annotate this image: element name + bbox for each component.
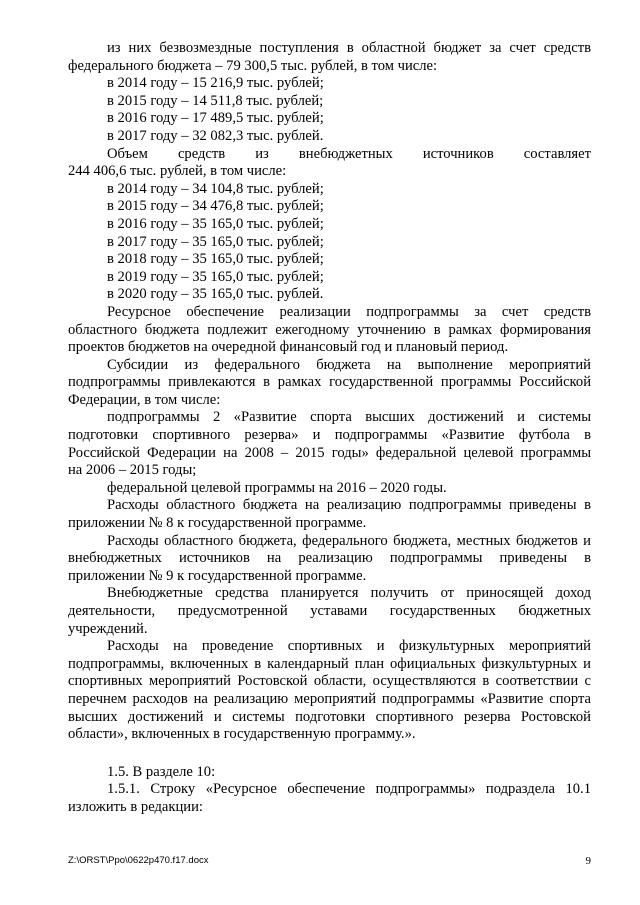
- text-line: изложить в редакции:: [68, 798, 203, 815]
- text-line: в 2015 году – 14 511,8 тыс. рублей;: [107, 92, 324, 109]
- text-line: в 2015 году – 34 476,8 тыс. рублей;: [107, 198, 324, 215]
- text-line: Федерации, в том числе:: [68, 391, 221, 408]
- text-line: проектов бюджетов на очередной финансовый год и плановый период.: [68, 339, 509, 356]
- text-line: подпрограммы 2 «Развитие спорта высших достижений и системы: [107, 409, 591, 426]
- text-line: Расходы на проведение спортивных и физкультурных мероприятий: [107, 638, 591, 655]
- text-line: области», включенных в государственную программу.».: [68, 726, 416, 743]
- text-line: в 2014 году – 34 104,8 тыс. рублей;: [107, 180, 324, 197]
- text-line: Субсидии из федерального бюджета на выполнение мероприятий: [107, 356, 591, 373]
- text-line: Российской Федерации на 2008 – 2015 годы» федеральной целевой программы: [68, 444, 591, 461]
- text-line: Расходы областного бюджета, федерального бюджета, местных бюджетов и: [107, 532, 591, 549]
- main-text: [68, 40, 591, 744]
- text-line: в 2017 году – 32 082,3 тыс. рублей.: [107, 127, 324, 144]
- text-line: федеральной целевой программы на 2016 – 2020 годы.: [107, 479, 447, 496]
- text-line: деятельности, предусмотренной уставами государственных бюджетных: [68, 603, 591, 619]
- text-line: высших достижений и системы подготовки спортивного резерва Ростовской: [68, 708, 591, 725]
- text-line: Внебюджетные средства планируется получить от приносящей доход: [107, 585, 591, 602]
- text-line: приложении № 9 к государственной программе.: [68, 567, 367, 584]
- text-line: на 2006 – 2015 годы;: [68, 462, 197, 479]
- text-line: 1.5.1. Строку «Ресурсное обеспечение подпрограммы» подраздела 10.1: [107, 781, 591, 798]
- text-line: в 2016 году – 35 165,0 тыс. рублей;: [107, 215, 324, 232]
- text-line: подпрограммы привлекаются в рамках государственной программы Российской: [68, 374, 591, 391]
- text-line: в 2017 году – 35 165,0 тыс. рублей;: [107, 233, 324, 250]
- text-line: учреждений.: [68, 620, 148, 637]
- text-line: 244 406,6 тыс. рублей, в том числе:: [68, 163, 287, 180]
- text-line: Ресурсное обеспечение реализации подпрограммы за счет средств: [107, 303, 591, 320]
- text-line: в 2019 году – 35 165,0 тыс. рублей;: [107, 268, 324, 285]
- document-body: [68, 40, 591, 817]
- text-line: приложении № 8 к государственной программе.: [68, 515, 367, 532]
- text-line: в 2020 году – 35 165,0 тыс. рублей.: [107, 286, 324, 303]
- section-text: [68, 764, 591, 817]
- text-line: Объем средств из внебюджетных источников составляет: [107, 145, 591, 162]
- text-line: в 2016 году – 17 489,5 тыс. рублей;: [107, 110, 324, 127]
- text-line: внебюджетных источников на реализацию подпрограммы приведены в: [68, 550, 591, 567]
- text-line: 1.5. В разделе 10:: [107, 763, 216, 780]
- page-number: 9: [585, 855, 591, 867]
- text-line: федерального бюджета – 79 300,5 тыс. рублей, в том числе:: [68, 57, 438, 74]
- text-line: в 2018 году – 35 165,0 тыс. рублей;: [107, 251, 324, 268]
- spacer: [68, 744, 591, 764]
- text-line: областного бюджета подлежит ежегодному уточнению в рамках формирования: [68, 321, 591, 338]
- text-line: подпрограммы, включенных в календарный план официальных физкультурных и: [68, 655, 591, 672]
- text-line: подготовки спортивного резерва» и подпрограммы «Развитие футбола в: [68, 427, 591, 444]
- text-line: Расходы областного бюджета на реализацию подпрограммы приведены в: [107, 497, 591, 514]
- text-line: перечнем расходов на реализацию мероприятий подпрограммы «Развитие спорта: [68, 690, 591, 707]
- text-line: из них безвозмездные поступления в областной бюджет за счет средств: [107, 40, 591, 56]
- text-line: спортивных мероприятий Ростовской области, осуществляются в соответствии с: [68, 673, 591, 690]
- file-path: Z:\ORST\Ppo\0622p470.f17.docx: [68, 855, 209, 866]
- text-line: в 2014 году – 15 216,9 тыс. рублей;: [107, 75, 324, 92]
